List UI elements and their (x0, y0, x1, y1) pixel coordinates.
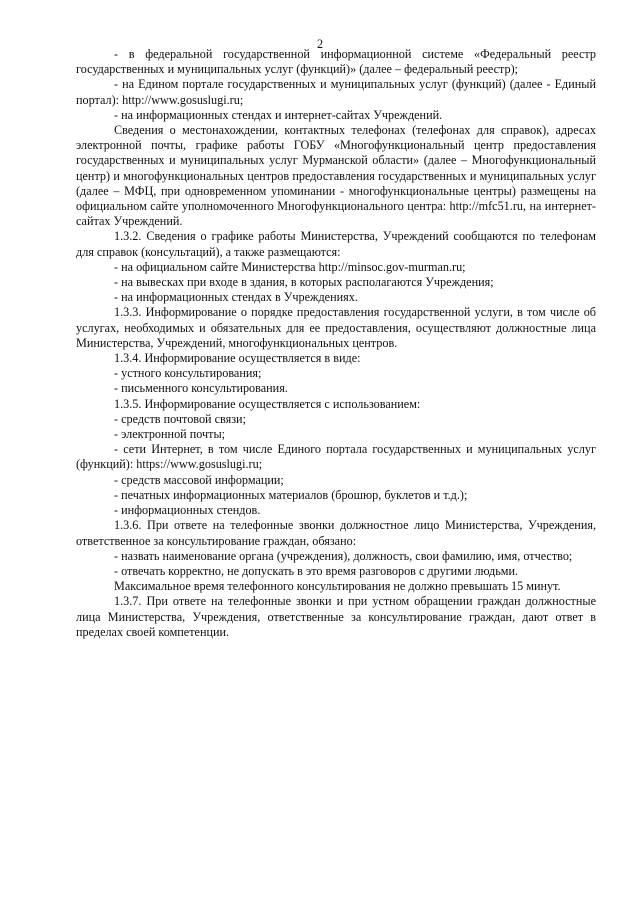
paragraph-max-time: Максимальное время телефонного консультирования не должно превышать 15 минут. (114, 579, 561, 594)
paragraph-1-3-5: 1.3.5. Информирование осуществляется с использованием: (114, 396, 421, 411)
paragraph-answer-correctly: - отвечать корректно, не допускать в это время разговоров с другими людьми. (114, 563, 519, 578)
paragraph-1-3-6: 1.3.6. При ответе на телефонные звонки должностное лицо Министерства, Учреждения, ответственное за консультирование граждан, обязано: (76, 518, 596, 548)
paragraph-1-3-2: 1.3.2. Сведения о графике работы Министерства, Учреждений сообщаются по телефонам для справок (консультаций), а также размещаются: (76, 229, 596, 259)
paragraph-federal-registry: - в федеральной государственной информационной системе «Федеральный реестр государственных и муниципальных услуг (функций)» (далее – федеральный реестр); (76, 47, 596, 77)
paragraph-signs: - на вывесках при входе в здания, в которых располагаются Учреждения; (114, 275, 494, 290)
paragraph-ministry-site: - на официальном сайте Министерства http://minsoc.gov-murman.ru; (114, 259, 466, 274)
paragraph-info-stands: - на информационных стендах и интернет-сайтах Учреждений. (114, 107, 443, 122)
paragraph-printed-materials: - печатных информационных материалов (брошюр, буклетов и т.д.); (114, 487, 468, 502)
paragraph-stands-institutions: - на информационных стендах в Учреждениях. (114, 290, 358, 305)
paragraph-postal: - средств почтовой связи; (114, 411, 246, 426)
paragraph-info-stands-2: - информационных стендов. (114, 503, 261, 518)
document-body (76, 47, 596, 640)
paragraph-1-3-3: 1.3.3. Информирование о порядке предоставления государственной услуги, в том числе об услугах, необходимых и обязательных для ее предоставления, осуществляют должностные лица Министерства, Учреждений, многофункциональных центров. (76, 305, 596, 350)
paragraph-mfc-info: Сведения о местонахождении, контактных телефонах (телефонах для справок), адресах электронной почты, графике работы ГОБУ «Многофункциональный центр предоставления государственных и муниципальных услуг Мурманской области» (далее – Многофункциональный центр) и многофункциональных центров предоставления государственных и муниципальных услуг (далее – МФЦ, при одновременном упоминании - многофункциональные центры) размещены на официальном сайте уполномоченного Многофункционального центра: http://mfc51.ru, на интернет-сайтах Учреждений. (76, 123, 596, 229)
page-number: 2 (316, 37, 324, 51)
paragraph-unified-portal: - на Едином портале государственных и муниципальных услуг (функций) (далее - Единый портал): http://www.gosuslugi.ru; (76, 77, 596, 107)
paragraph-written-consulting: - письменного консультирования. (114, 381, 288, 396)
paragraph-mass-media: - средств массовой информации; (114, 472, 284, 487)
paragraph-1-3-4: 1.3.4. Информирование осуществляется в виде: (114, 351, 361, 366)
paragraph-internet: - сети Интернет, в том числе Единого портала государственных и муниципальных услуг (функций): https://www.gosuslugi.ru; (76, 442, 596, 472)
paragraph-oral-consulting: - устного консультирования; (114, 366, 262, 381)
paragraph-1-3-7: 1.3.7. При ответе на телефонные звонки и при устном обращении граждан должностные лица Министерства, Учреждения, ответственные за консультирование граждан, дают ответ в пределах своей компетенции. (76, 594, 596, 639)
paragraph-name-organ: - назвать наименование органа (учреждения), должность, свои фамилию, имя, отчество; (114, 548, 573, 563)
paragraph-email: - электронной почты; (114, 427, 226, 442)
